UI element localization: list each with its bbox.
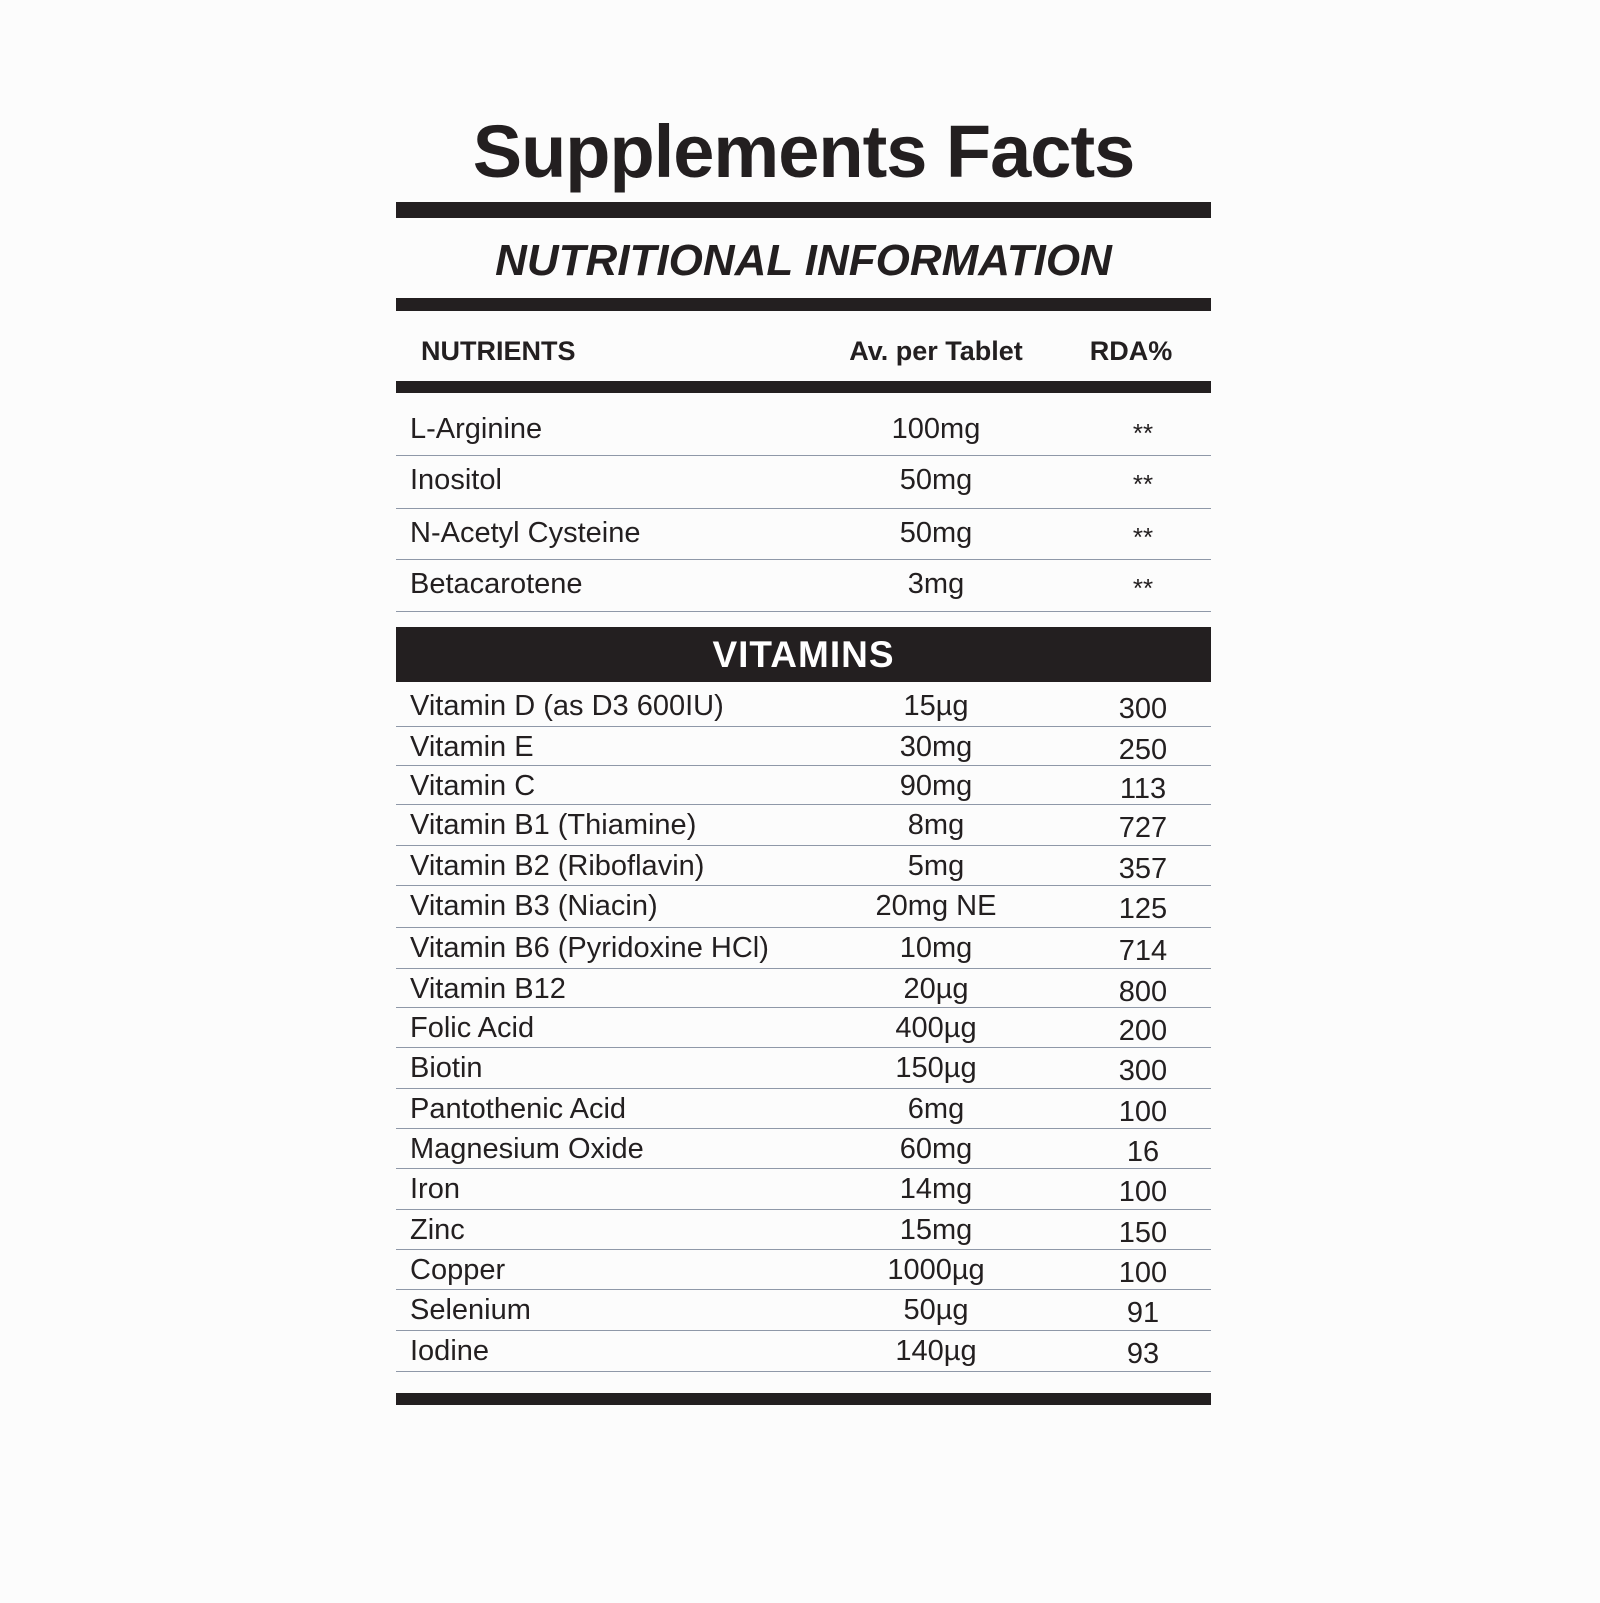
nutrient-rda: 200	[1118, 1015, 1168, 1047]
nutrient-amount: 100mg	[891, 413, 981, 445]
nutrient-name: Iron	[410, 1173, 460, 1205]
nutrient-rda: 100	[1118, 1096, 1168, 1128]
nutrient-name: Vitamin E	[410, 731, 534, 763]
column-header-rda: RDA%	[1089, 336, 1173, 366]
nutrient-amount: 400µg	[895, 1012, 977, 1044]
table-row	[396, 509, 1211, 560]
nutrient-rda: 100	[1118, 1176, 1168, 1208]
table-row	[396, 456, 1211, 509]
nutrient-name: L-Arginine	[410, 413, 543, 445]
nutrient-amount: 90mg	[899, 770, 973, 802]
supplement-facts-label	[396, 0, 1211, 1603]
nutrient-rda: 357	[1118, 853, 1168, 885]
nutrient-rda: 113	[1119, 773, 1167, 805]
nutrient-amount: 50mg	[899, 517, 973, 549]
nutrient-name: N-Acetyl Cysteine	[410, 517, 641, 549]
table-row	[396, 1250, 1211, 1290]
nutrient-rda: **	[1132, 522, 1154, 552]
nutrient-rda: 150	[1118, 1217, 1168, 1249]
table-row	[396, 846, 1211, 886]
nutrient-name: Pantothenic Acid	[410, 1093, 627, 1125]
nutrient-name: Zinc	[410, 1214, 465, 1246]
nutrient-rda: 250	[1118, 734, 1168, 766]
nutrient-amount: 8mg	[907, 809, 965, 841]
nutrient-name: Vitamin B1 (Thiamine)	[410, 809, 697, 841]
nutrient-name: Copper	[410, 1254, 506, 1286]
table-row	[396, 1089, 1211, 1129]
nutrient-rda: 300	[1118, 1055, 1168, 1087]
nutrient-name: Vitamin D (as D3 600IU)	[410, 690, 724, 722]
column-header-nutrients: NUTRIENTS	[421, 336, 576, 366]
nutrient-rda: **	[1132, 418, 1154, 448]
nutrient-rda: 800	[1118, 976, 1168, 1008]
nutrient-rda: 91	[1126, 1297, 1160, 1329]
table-row	[396, 1290, 1211, 1331]
table-row	[396, 886, 1211, 928]
table-row	[396, 1169, 1211, 1210]
nutrient-rda: 300	[1118, 693, 1168, 725]
divider-bar	[396, 381, 1211, 393]
nutrient-amount: 140µg	[895, 1335, 977, 1367]
nutrient-amount: 15mg	[899, 1214, 973, 1246]
nutrient-name: Betacarotene	[410, 568, 583, 600]
nutrient-rda: 714	[1118, 935, 1168, 967]
table-row	[396, 969, 1211, 1008]
table-row	[396, 560, 1211, 612]
divider-bar	[396, 202, 1211, 218]
label-title: Supplements Facts	[472, 110, 1135, 193]
vitamins-section-heading: VITAMINS	[396, 627, 1211, 682]
nutrient-name: Vitamin B2 (Riboflavin)	[410, 850, 705, 882]
divider-bar	[396, 1393, 1211, 1405]
nutrient-rda: 93	[1126, 1338, 1160, 1370]
nutrient-rda: 727	[1118, 812, 1168, 844]
nutrient-name: Inositol	[410, 464, 502, 496]
table-row	[396, 928, 1211, 969]
nutrient-amount: 3mg	[907, 568, 965, 600]
nutrient-amount: 50µg	[903, 1294, 969, 1326]
nutrient-name: Vitamin B6 (Pyridoxine HCl)	[410, 932, 769, 964]
column-header-amount: Av. per Tablet	[849, 336, 1023, 366]
table-row	[396, 1210, 1211, 1250]
nutrient-amount: 5mg	[907, 850, 965, 882]
nutrient-rda: 125	[1118, 893, 1168, 925]
nutrient-amount: 30mg	[899, 731, 973, 763]
nutrient-name: Folic Acid	[410, 1012, 535, 1044]
nutrient-amount: 1000µg	[887, 1254, 985, 1286]
table-row	[396, 727, 1211, 766]
nutrient-name: Biotin	[410, 1052, 483, 1084]
table-row	[396, 805, 1211, 846]
nutrient-name: Vitamin B12	[410, 973, 566, 1005]
nutrient-amount: 6mg	[907, 1093, 965, 1125]
nutrient-name: Vitamin C	[410, 770, 536, 802]
nutrient-amount: 20µg	[903, 973, 969, 1005]
nutrient-rda: 100	[1118, 1257, 1168, 1289]
table-row	[396, 686, 1211, 727]
table-row	[396, 1048, 1211, 1089]
nutrient-amount: 14mg	[899, 1173, 973, 1205]
nutrient-amount: 50mg	[899, 464, 973, 496]
table-row	[396, 1129, 1211, 1169]
table-row	[396, 766, 1211, 805]
table-row	[396, 405, 1211, 456]
nutrient-rda: **	[1132, 573, 1154, 603]
table-row	[396, 1008, 1211, 1048]
nutrient-amount: 60mg	[899, 1133, 973, 1165]
nutrient-name: Iodine	[410, 1335, 490, 1367]
nutrient-amount: 150µg	[895, 1052, 977, 1084]
nutrient-amount: 10mg	[899, 932, 973, 964]
nutrient-rda: 16	[1126, 1136, 1160, 1168]
table-row	[396, 1331, 1211, 1372]
divider-bar	[396, 298, 1211, 311]
nutrient-name: Magnesium Oxide	[410, 1133, 644, 1165]
nutrient-amount: 15µg	[903, 690, 969, 722]
nutrient-amount: 20mg NE	[875, 890, 997, 922]
nutrient-name: Selenium	[410, 1294, 531, 1326]
nutrient-name: Vitamin B3 (Niacin)	[410, 890, 658, 922]
nutrient-rda: **	[1132, 469, 1154, 499]
label-subtitle: NUTRITIONAL INFORMATION	[495, 236, 1112, 285]
